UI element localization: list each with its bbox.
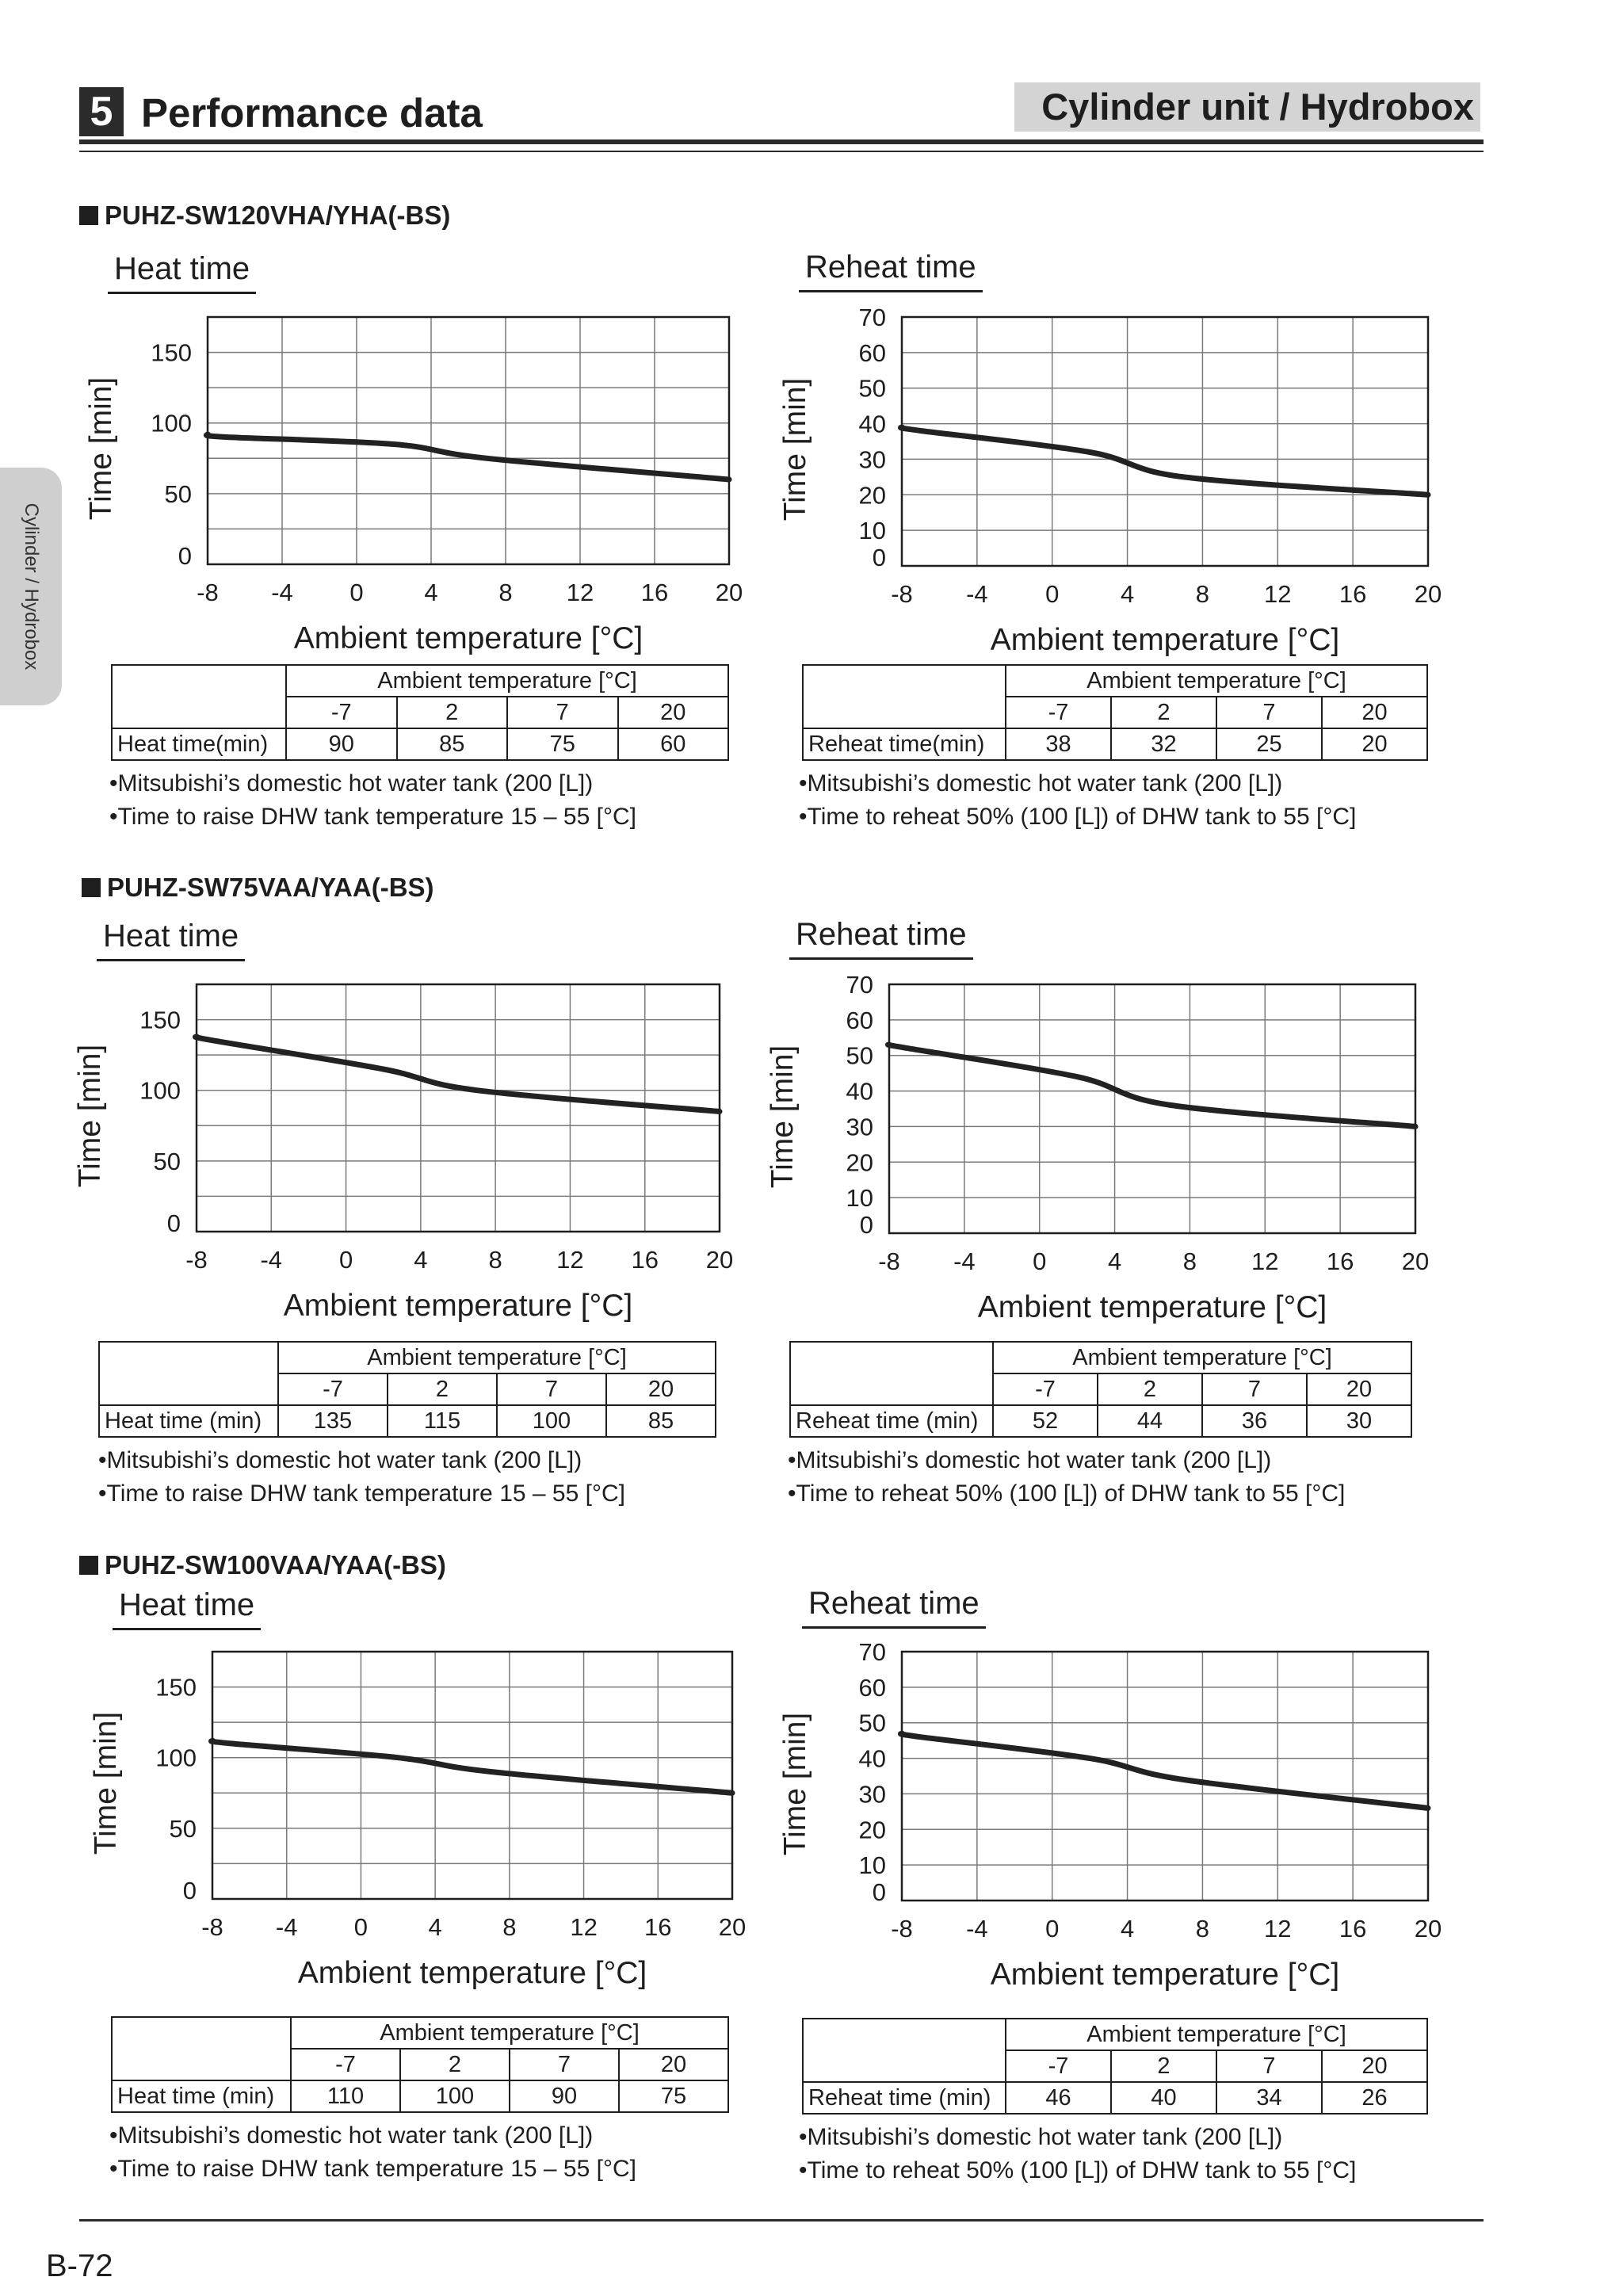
x-tick-label: 4 [424,579,438,606]
x-tick-label: -8 [891,1915,913,1943]
chart-title: Heat time [97,918,245,961]
table-temp: 20 [619,2049,728,2080]
y-tick-label: 40 [858,410,886,438]
table-temp: 2 [1111,2050,1216,2082]
x-tick-label: 16 [640,579,669,606]
x-tick-label: 4 [414,1246,428,1274]
x-tick-label: -4 [271,579,293,606]
data-table [111,2016,729,2113]
x-axis-label: Ambient temperature [°C] [297,1956,647,1990]
note: •Time to raise DHW tank temperature 15 – 55 [°C] [109,804,636,830]
table-value: 32 [1111,728,1216,760]
y-axis-label: Time [min] [89,1711,123,1855]
table-header: Ambient temperature [°C] [278,1342,716,1373]
x-tick-label: 8 [498,579,513,606]
chart-title: Reheat time [799,249,983,292]
page-number: B-72 [46,2248,113,2283]
data-table [98,1341,716,1438]
y-tick-label: 100 [151,409,192,437]
table-temp: 20 [1322,2050,1427,2082]
table-temp: -7 [1006,697,1111,728]
table-header: Ambient temperature [°C] [291,2017,728,2049]
y-tick-label: 30 [858,445,886,474]
chart-title: Reheat time [789,916,973,960]
x-tick-label: 4 [428,1913,442,1941]
y-tick-label: 0 [859,1211,873,1239]
x-tick-label: 8 [1195,580,1210,608]
table-row-label: Reheat time (min) [803,2082,1006,2114]
table-value: 44 [1098,1405,1202,1437]
table-temp: -7 [291,2049,400,2080]
y-tick-label: 40 [858,1744,886,1773]
x-tick-label: -8 [878,1247,900,1275]
table-value: 52 [993,1405,1098,1437]
table-temp: 7 [1216,2050,1322,2082]
x-tick-label: 12 [1264,580,1292,608]
chart-1 [778,304,1442,657]
table-temp: 7 [497,1373,606,1405]
y-tick-label: 20 [858,481,886,510]
table-value: 85 [397,728,508,760]
series-line [211,1740,732,1793]
table-temp: 2 [400,2049,510,2080]
plot-frame [902,317,1428,566]
x-tick-label: 0 [1045,580,1060,608]
table-header: Ambient temperature [°C] [1006,2019,1427,2050]
y-axis-label: Time [min] [778,377,812,521]
x-tick-label: 20 [1414,1915,1442,1943]
x-tick-label: 12 [1264,1915,1292,1943]
table-temp: 2 [397,697,508,728]
x-tick-label: -4 [275,1913,298,1941]
y-tick-label: 60 [858,1673,886,1702]
y-tick-label: 0 [178,542,192,570]
table-value: 100 [497,1405,606,1437]
page-title: Performance data [141,90,483,136]
note: •Time to raise DHW tank temperature 15 – 55 [°C] [109,2156,636,2182]
x-tick-label: 4 [1120,580,1135,608]
y-tick-label: 0 [166,1209,181,1237]
y-tick-label: 70 [858,304,886,331]
note: •Time to raise DHW tank temperature 15 – 55 [°C] [98,1480,625,1507]
chart-title: Reheat time [802,1585,986,1629]
x-tick-label: 0 [338,1246,353,1274]
table-value: 60 [618,728,729,760]
y-tick-label: 50 [164,479,192,508]
x-tick-label: 8 [1195,1915,1210,1943]
y-tick-label: 70 [846,971,873,999]
chart-5 [778,1638,1442,1992]
y-tick-label: 0 [872,1878,886,1906]
table-value: 110 [291,2080,400,2112]
series-line [900,427,1428,495]
footer-rule [79,2219,1484,2222]
y-tick-label: 50 [153,1147,181,1175]
y-tick-label: 30 [846,1113,873,1141]
y-tick-label: 60 [858,338,886,367]
x-tick-label: 8 [1182,1247,1197,1275]
x-tick-label: 4 [1107,1247,1122,1275]
table-corner [803,2019,1006,2082]
table-row-label: Reheat time (min) [790,1405,993,1437]
x-tick-label: 0 [353,1913,369,1941]
table-row-label: Heat time(min) [112,728,286,760]
table-temp: -7 [1006,2050,1111,2082]
table-corner [803,665,1006,728]
y-tick-label: 10 [846,1184,873,1213]
y-tick-label: 100 [155,1744,197,1772]
data-table [802,664,1428,761]
x-tick-label: -8 [201,1913,223,1941]
y-axis-label: Time [min] [84,376,118,521]
x-tick-label: 20 [718,1913,747,1941]
x-tick-label: 8 [488,1246,502,1274]
table-row-label: Heat time (min) [99,1405,278,1437]
table-temp: 7 [507,697,618,728]
y-tick-label: 40 [846,1077,873,1106]
table-temp: 2 [1111,697,1216,728]
x-axis-label: Ambient temperature [°C] [283,1289,633,1323]
x-tick-label: 12 [566,579,594,606]
table-temp: 20 [1307,1373,1411,1405]
table-value: 90 [510,2080,619,2112]
table-value: 30 [1307,1405,1411,1437]
table-temp: 2 [1098,1373,1202,1405]
x-tick-label: 8 [502,1913,517,1941]
data-table [802,2018,1428,2115]
table-value: 36 [1202,1405,1307,1437]
x-tick-label: 16 [631,1246,659,1274]
table-value: 38 [1006,728,1111,760]
y-tick-label: 100 [139,1076,181,1105]
table-temp: 7 [1216,697,1322,728]
unit-title: Cylinder unit / Hydrobox [1014,82,1480,132]
model-name: PUHZ-SW75VAA/YAA(-BS) [107,873,434,902]
table-corner [99,1342,278,1405]
chart-3 [766,971,1429,1324]
y-tick-label: 20 [846,1148,873,1177]
y-tick-label: 30 [858,1780,886,1809]
table-temp: -7 [286,697,397,728]
x-tick-label: -4 [260,1246,283,1274]
note: •Mitsubishi’s domestic hot water tank (200 [L]) [109,2122,594,2149]
chart-title: Heat time [108,250,256,294]
x-tick-label: 12 [570,1913,598,1941]
note: •Mitsubishi’s domestic hot water tank (200 [L]) [109,770,594,797]
table-value: 20 [1322,728,1427,760]
table-header: Ambient temperature [°C] [993,1342,1411,1373]
x-tick-label: 4 [1120,1915,1135,1943]
x-tick-label: 16 [644,1913,672,1941]
table-corner [790,1342,993,1405]
x-axis-label: Ambient temperature [°C] [990,623,1340,657]
chart-title: Heat time [113,1587,261,1630]
model-name: PUHZ-SW100VAA/YAA(-BS) [105,1550,446,1580]
table-value: 100 [400,2080,510,2112]
data-table [111,664,729,761]
series-line [195,1037,720,1112]
plot-frame [889,984,1415,1233]
x-tick-label: 0 [1033,1247,1047,1275]
note: •Mitsubishi’s domestic hot water tank (200 [L]) [799,2124,1283,2150]
table-value: 25 [1216,728,1322,760]
table-temp: 7 [510,2049,619,2080]
series-line [888,1045,1415,1126]
x-axis-label: Ambient temperature [°C] [977,1290,1327,1324]
y-axis-label: Time [min] [73,1044,107,1188]
table-temp: 20 [618,697,729,728]
y-tick-label: 60 [846,1006,873,1034]
note: •Mitsubishi’s domestic hot water tank (200 [L]) [799,770,1283,797]
table-temp: 7 [1202,1373,1307,1405]
table-value: 135 [278,1405,388,1437]
table-corner [112,665,286,728]
note: •Mitsubishi’s domestic hot water tank (200 [L]) [98,1447,582,1473]
y-tick-label: 0 [182,1877,197,1904]
x-tick-label: 20 [1401,1247,1430,1275]
x-tick-label: -8 [185,1246,208,1274]
y-tick-label: 50 [846,1041,873,1070]
table-header: Ambient temperature [°C] [1006,665,1427,697]
table-temp: -7 [993,1373,1098,1405]
note: •Time to reheat 50% (100 [L]) of DHW tank to 55 [°C] [799,804,1357,830]
y-tick-label: 0 [872,544,886,571]
series-line [206,434,729,479]
table-value: 75 [619,2080,728,2112]
x-tick-label: 0 [1045,1915,1060,1943]
y-axis-label: Time [min] [766,1045,800,1189]
y-tick-label: 10 [858,1851,886,1880]
chart-2 [73,984,733,1323]
chart-0 [84,317,743,655]
table-temp: 20 [606,1373,716,1405]
table-value: 40 [1111,2082,1216,2114]
chart-4 [89,1652,746,1990]
x-tick-label: 16 [1338,580,1367,608]
table-temp: -7 [278,1373,388,1405]
x-tick-label: -4 [953,1247,976,1275]
y-tick-label: 150 [155,1673,197,1702]
x-tick-label: -8 [891,580,913,608]
x-axis-label: Ambient temperature [°C] [990,1958,1340,1992]
table-temp: 2 [388,1373,497,1405]
data-table [789,1341,1412,1438]
table-value: 85 [606,1405,716,1437]
y-tick-label: 150 [151,338,192,367]
table-value: 34 [1216,2082,1322,2114]
table-value: 115 [388,1405,497,1437]
y-tick-label: 70 [858,1638,886,1666]
note: •Time to reheat 50% (100 [L]) of DHW tank to 55 [°C] [788,1480,1346,1507]
plot-frame [212,1652,732,1899]
x-tick-label: -4 [966,580,988,608]
side-tab-label: Cylinder / Hydrobox [21,502,42,670]
table-value: 90 [286,728,397,760]
table-header: Ambient temperature [°C] [286,665,728,697]
x-tick-label: 12 [556,1246,584,1274]
table-value: 46 [1006,2082,1111,2114]
table-value: 75 [507,728,618,760]
x-tick-label: 12 [1251,1247,1279,1275]
table-row-label: Heat time (min) [112,2080,291,2112]
x-tick-label: 20 [1414,580,1442,608]
x-axis-label: Ambient temperature [°C] [293,621,643,655]
x-tick-label: 20 [715,579,743,606]
note: •Time to reheat 50% (100 [L]) of DHW tank to 55 [°C] [799,2157,1357,2183]
y-tick-label: 50 [858,1709,886,1737]
table-corner [112,2017,291,2080]
x-tick-label: 16 [1338,1915,1367,1943]
note: •Mitsubishi’s domestic hot water tank (200 [L]) [788,1447,1272,1473]
x-tick-label: 16 [1326,1247,1354,1275]
section-number-badge: 5 [79,87,124,136]
series-line [900,1733,1428,1808]
x-tick-label: -8 [197,579,219,606]
y-tick-label: 50 [858,374,886,403]
x-tick-label: 20 [705,1246,734,1274]
model-name: PUHZ-SW120VHA/YHA(-BS) [105,201,451,230]
table-row-label: Reheat time(min) [803,728,1006,760]
table-value: 26 [1322,2082,1427,2114]
table-temp: 20 [1322,697,1427,728]
y-axis-label: Time [min] [778,1712,812,1856]
y-tick-label: 20 [858,1816,886,1844]
y-tick-label: 10 [858,517,886,545]
x-tick-label: 0 [349,579,364,606]
y-tick-label: 150 [139,1006,181,1034]
x-tick-label: -4 [966,1915,988,1943]
y-tick-label: 50 [169,1814,197,1843]
